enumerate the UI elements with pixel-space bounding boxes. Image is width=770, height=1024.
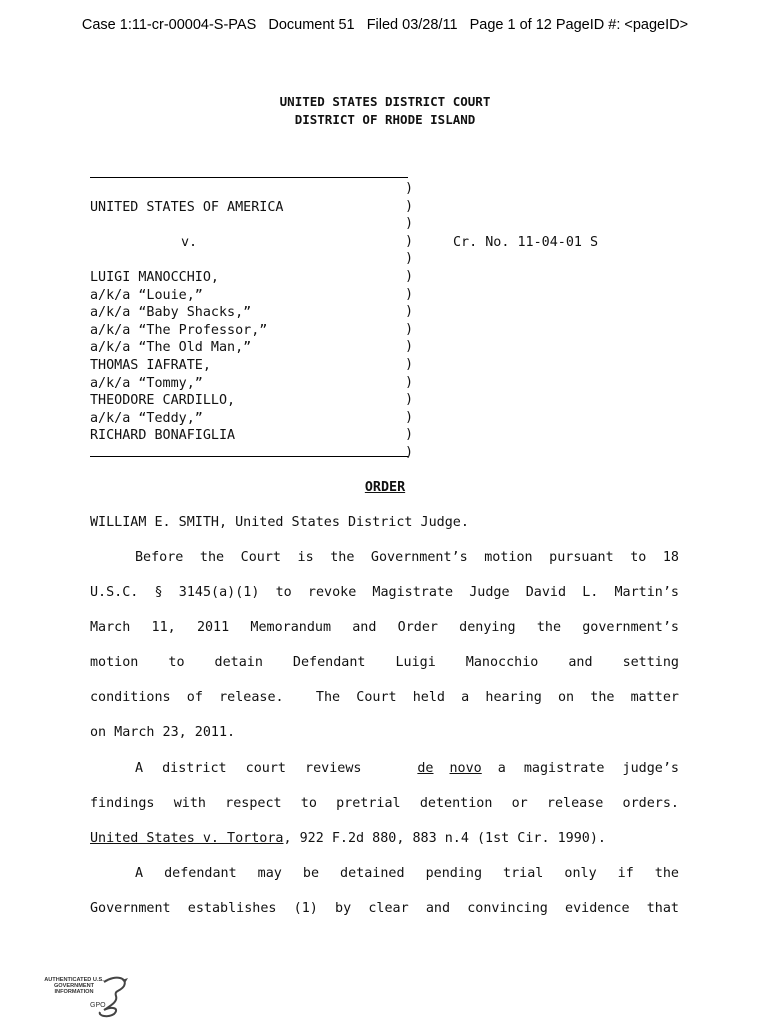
text-run: A district court reviews (135, 761, 362, 776)
italic-term-de: de (417, 761, 434, 776)
paragraph-line: March 11, 2011 Memorandum and Order denying the government’s (90, 620, 679, 635)
criminal-case-number: Cr. No. 11-04-01 S (453, 235, 599, 250)
filing-header (0, 17, 770, 33)
paragraph-line: conditions of release. The Court held a hearing on the matter (90, 690, 679, 705)
defendant-line: THEODORE CARDILLO, (90, 393, 236, 408)
defendant-line: THOMAS IAFRATE, (90, 358, 211, 373)
caption-bottom-rule (90, 456, 408, 457)
citation-reporter: , 922 F.2d 880, 883 n.4 (1st Cir. 1990). (283, 831, 606, 846)
defendant-line: a/k/a “The Old Man,” (90, 340, 252, 355)
defendant-line: LUIGI MANOCCHIO, (90, 270, 219, 285)
order-title: ORDER (364, 480, 406, 495)
defendant-line: RICHARD BONAFIGLIA (90, 428, 236, 443)
filed-date: Filed 03/28/11 (366, 17, 458, 33)
paragraph-line: Before the Court is the Government’s motion pursuant to 18 (135, 550, 679, 565)
logo-caption: AUTHENTICATED U.S. GOVERNMENT INFORMATION (44, 977, 104, 996)
paragraph-line: findings with respect to pretrial detention or release orders. (90, 796, 679, 811)
defendant-line: a/k/a “Tommy,” (90, 376, 203, 391)
gpo-authentication-logo (44, 972, 134, 1020)
court-name: UNITED STATES DISTRICT COURT (279, 94, 491, 109)
paragraph-line: Government establishes (1) by clear and convincing evidence that (90, 901, 679, 916)
paragraph-line: motion to detain Defendant Luigi Manocchio and setting (90, 655, 679, 670)
caption-parentheses: ) ) ) ) ) ) ) ) ) ) ) ) ) ) ) ) (405, 181, 414, 460)
defendant-line: a/k/a “Louie,” (90, 288, 203, 303)
plaintiff-name: UNITED STATES OF AMERICA (90, 200, 284, 215)
italic-term-novo: novo (449, 761, 482, 776)
paragraph-line (90, 831, 679, 846)
versus: v. (181, 235, 198, 250)
eagle-icon (44, 972, 134, 1020)
caption-top-rule (90, 177, 408, 178)
defendant-line: a/k/a “Baby Shacks,” (90, 305, 252, 320)
case-citation: United States v. Tortora (90, 831, 284, 846)
logo-gpo-mark: GPO (90, 1002, 106, 1009)
court-district: DISTRICT OF RHODE ISLAND (294, 112, 476, 127)
text-run: a magistrate judge’s (497, 761, 679, 776)
judge-line: WILLIAM E. SMITH, United States District Judge. (90, 515, 469, 530)
defendant-line: a/k/a “The Professor,” (90, 323, 268, 338)
document-number: Document 51 (268, 17, 355, 33)
defendant-line: a/k/a “Teddy,” (90, 411, 203, 426)
text-segment (135, 761, 397, 776)
court-heading (0, 93, 770, 129)
paragraph-line: U.S.C. § 3145(a)(1) to revoke Magistrate Judge David L. Martin’s (90, 585, 679, 600)
paragraph-line: A defendant may be detained pending trial only if the (135, 866, 679, 881)
case-number-header: Case 1:11-cr-00004-S-PAS (81, 17, 257, 33)
page-info: Page 1 of 12 PageID #: <pageID> (469, 17, 689, 33)
paragraph-line: on March 23, 2011. (90, 725, 236, 740)
paragraph-line (135, 761, 679, 776)
